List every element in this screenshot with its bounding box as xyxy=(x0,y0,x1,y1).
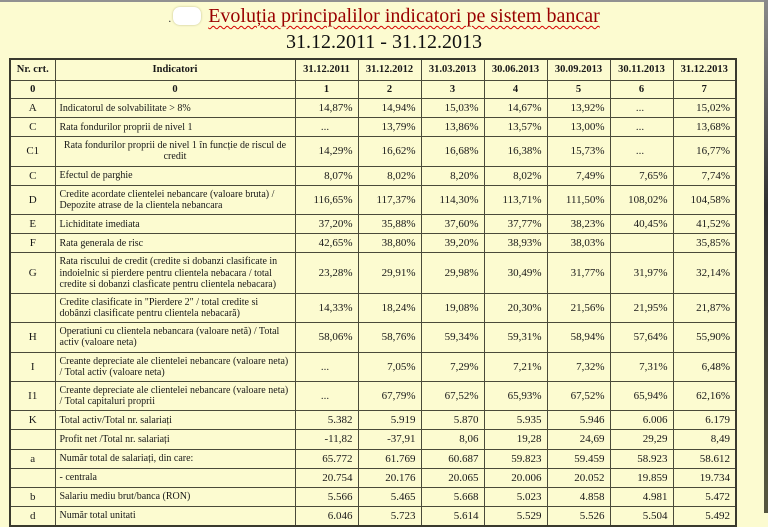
column-index: 4 xyxy=(484,80,547,99)
value-cell: 67,79% xyxy=(358,382,421,411)
document-header xyxy=(0,0,768,54)
column-header: 30.06.2013 xyxy=(484,59,547,80)
table-row xyxy=(10,118,736,137)
value-cell: 61.769 xyxy=(358,449,421,468)
column-header: Indicatori xyxy=(55,59,295,80)
value-cell: 35,85% xyxy=(673,234,736,253)
row-code-cell xyxy=(10,430,55,449)
row-code-cell: C xyxy=(10,166,55,185)
column-index-row xyxy=(10,80,736,99)
value-cell: 16,38% xyxy=(484,137,547,166)
value-cell: 35,88% xyxy=(358,215,421,234)
table-row xyxy=(10,234,736,253)
value-cell: 21,95% xyxy=(610,293,673,322)
row-code-cell: G xyxy=(10,253,55,294)
value-cell xyxy=(610,234,673,253)
value-cell: 8,49 xyxy=(673,430,736,449)
value-cell: 5.504 xyxy=(610,506,673,526)
value-cell: 20.065 xyxy=(421,468,484,487)
value-cell: 21,87% xyxy=(673,293,736,322)
value-cell: 14,33% xyxy=(295,293,358,322)
indicator-cell: Rata generala de risc xyxy=(55,234,295,253)
value-cell: 55,90% xyxy=(673,323,736,352)
value-cell: 7,65% xyxy=(610,166,673,185)
column-header: 30.09.2013 xyxy=(547,59,610,80)
column-header: 31.12.2013 xyxy=(673,59,736,80)
value-cell: 38,03% xyxy=(547,234,610,253)
page-title-line xyxy=(0,5,768,30)
column-index: 2 xyxy=(358,80,421,99)
value-cell: 5.382 xyxy=(295,411,358,430)
value-cell: 5.723 xyxy=(358,506,421,526)
value-cell: 58.923 xyxy=(610,449,673,468)
value-cell: 5.668 xyxy=(421,487,484,506)
value-cell: 5.919 xyxy=(358,411,421,430)
indicator-cell: Credite acordate clientelei nebancare (valoare bruta) / Depozite atrase de la clientela nebancara xyxy=(55,185,295,214)
table-row xyxy=(10,99,736,118)
value-cell: 13,00% xyxy=(547,118,610,137)
row-code-cell: C xyxy=(10,118,55,137)
value-cell: ... xyxy=(295,352,358,381)
value-cell: 117,37% xyxy=(358,185,421,214)
value-cell: 31,97% xyxy=(610,253,673,294)
value-cell: 18,24% xyxy=(358,293,421,322)
value-cell: 20.754 xyxy=(295,468,358,487)
indicator-cell: Salariu mediu brut/banca (RON) xyxy=(55,487,295,506)
window-right-edge xyxy=(764,0,768,513)
value-cell: 7,31% xyxy=(610,352,673,381)
value-cell: 20.006 xyxy=(484,468,547,487)
value-cell: 41,52% xyxy=(673,215,736,234)
column-index: 5 xyxy=(547,80,610,99)
value-cell: 7,21% xyxy=(484,352,547,381)
row-code-cell: F xyxy=(10,234,55,253)
header-row xyxy=(10,59,736,80)
value-cell: 6.179 xyxy=(673,411,736,430)
table-row xyxy=(10,137,736,166)
column-index: 3 xyxy=(421,80,484,99)
value-cell: 19.859 xyxy=(610,468,673,487)
value-cell: 116,65% xyxy=(295,185,358,214)
value-cell: 29,91% xyxy=(358,253,421,294)
value-cell: 5.526 xyxy=(547,506,610,526)
indicator-cell: Operatiuni cu clientela nebancara (valoare netă) / Total activ (valoare neta) xyxy=(55,323,295,352)
table-row xyxy=(10,185,736,214)
row-code-cell: H xyxy=(10,323,55,352)
column-index: 0 xyxy=(55,80,295,99)
page-subtitle: 31.12.2011 - 31.12.2013 xyxy=(286,31,482,53)
column-index: 1 xyxy=(295,80,358,99)
row-code-cell: a xyxy=(10,449,55,468)
value-cell: 59,34% xyxy=(421,323,484,352)
indicator-cell: Credite clasificate in "Pierdere 2" / total credite si dobânzi clasificate pentru clientela nebacară) xyxy=(55,293,295,322)
indicator-cell: Creante depreciate ale clientelei nebancare (valoare neta) / Total activ (valoare neta) xyxy=(55,352,295,381)
row-code-cell: A xyxy=(10,99,55,118)
table-row xyxy=(10,430,736,449)
value-cell: 67,52% xyxy=(547,382,610,411)
value-cell: 20,30% xyxy=(484,293,547,322)
value-cell: 8,07% xyxy=(295,166,358,185)
value-cell: 111,50% xyxy=(547,185,610,214)
value-cell: 37,77% xyxy=(484,215,547,234)
value-cell: 58,76% xyxy=(358,323,421,352)
column-header: 31.12.2011 xyxy=(295,59,358,80)
indicator-cell: Indicatorul de solvabilitate > 8% xyxy=(55,99,295,118)
value-cell: 13,68% xyxy=(673,118,736,137)
value-cell: 19.734 xyxy=(673,468,736,487)
value-cell: 6.006 xyxy=(610,411,673,430)
column-header: 31.12.2012 xyxy=(358,59,421,80)
value-cell: 19,08% xyxy=(421,293,484,322)
value-cell: 7,74% xyxy=(673,166,736,185)
table-row xyxy=(10,253,736,294)
indicator-cell: Creante depreciate ale clientelei nebancare (valoare neta) / Total capitaluri proprii xyxy=(55,382,295,411)
value-cell: 58.612 xyxy=(673,449,736,468)
value-cell: 20.176 xyxy=(358,468,421,487)
value-cell: 16,68% xyxy=(421,137,484,166)
value-cell: 65,93% xyxy=(484,382,547,411)
value-cell: 62,16% xyxy=(673,382,736,411)
value-cell: 114,30% xyxy=(421,185,484,214)
table-body xyxy=(10,99,736,526)
value-cell: ... xyxy=(295,118,358,137)
value-cell: 5.472 xyxy=(673,487,736,506)
value-cell: 6,48% xyxy=(673,352,736,381)
value-cell: 39,20% xyxy=(421,234,484,253)
value-cell: 13,92% xyxy=(547,99,610,118)
value-cell: 16,77% xyxy=(673,137,736,166)
value-cell: 15,02% xyxy=(673,99,736,118)
row-code-cell: C1 xyxy=(10,137,55,166)
column-index: 7 xyxy=(673,80,736,99)
row-code-cell: E xyxy=(10,215,55,234)
value-cell: 20.052 xyxy=(547,468,610,487)
value-cell: 59,31% xyxy=(484,323,547,352)
value-cell: 6.046 xyxy=(295,506,358,526)
value-cell: -11,82 xyxy=(295,430,358,449)
table-row xyxy=(10,487,736,506)
indicator-cell: Rata fondurilor proprii de nivel 1 în funcție de riscul de credit xyxy=(55,137,295,166)
indicator-cell: Efectul de parghie xyxy=(55,166,295,185)
value-cell: 24,69 xyxy=(547,430,610,449)
value-cell: 16,62% xyxy=(358,137,421,166)
value-cell: 113,71% xyxy=(484,185,547,214)
value-cell: 29,29 xyxy=(610,430,673,449)
table-row xyxy=(10,215,736,234)
value-cell: 38,93% xyxy=(484,234,547,253)
value-cell: ... xyxy=(610,137,673,166)
value-cell: 15,73% xyxy=(547,137,610,166)
value-cell: 23,28% xyxy=(295,253,358,294)
value-cell: ... xyxy=(610,118,673,137)
value-cell: 29,98% xyxy=(421,253,484,294)
value-cell: 15,03% xyxy=(421,99,484,118)
value-cell: 7,49% xyxy=(547,166,610,185)
value-cell: -37,91 xyxy=(358,430,421,449)
column-index: 6 xyxy=(610,80,673,99)
value-cell: 37,60% xyxy=(421,215,484,234)
value-cell: 7,05% xyxy=(358,352,421,381)
table-row xyxy=(10,506,736,526)
indicator-cell: Rata riscului de credit (credite si dobanzi clasificate in indoielnic si pierdere pentru clientela nebacara / total credite si dobanzi clasficate pentru clientela nebacara) xyxy=(55,253,295,294)
row-code-cell xyxy=(10,468,55,487)
value-cell: 5.023 xyxy=(484,487,547,506)
value-cell: 67,52% xyxy=(421,382,484,411)
value-cell: 5.946 xyxy=(547,411,610,430)
indicator-cell: Rata fondurilor proprii de nivel 1 xyxy=(55,118,295,137)
table-head xyxy=(10,59,736,99)
value-cell: 19,28 xyxy=(484,430,547,449)
value-cell: 38,23% xyxy=(547,215,610,234)
value-cell: 31,77% xyxy=(547,253,610,294)
value-cell: ... xyxy=(295,382,358,411)
column-header: Nr. crt. xyxy=(10,59,55,80)
value-cell: 65,94% xyxy=(610,382,673,411)
value-cell: 37,20% xyxy=(295,215,358,234)
value-cell: 8,06 xyxy=(421,430,484,449)
value-cell: 5.870 xyxy=(421,411,484,430)
value-cell: 5.935 xyxy=(484,411,547,430)
value-cell: 57,64% xyxy=(610,323,673,352)
value-cell: 38,80% xyxy=(358,234,421,253)
value-cell: 59.823 xyxy=(484,449,547,468)
value-cell: 8,02% xyxy=(358,166,421,185)
row-code-cell: D xyxy=(10,185,55,214)
title-logo-placeholder-icon xyxy=(173,7,201,25)
indicator-cell: Total activ/Total nr. salariați xyxy=(55,411,295,430)
value-cell: 13,57% xyxy=(484,118,547,137)
value-cell: ... xyxy=(610,99,673,118)
value-cell: 40,45% xyxy=(610,215,673,234)
window-top-edge xyxy=(0,0,768,2)
row-code-cell: K xyxy=(10,411,55,430)
value-cell: 13,79% xyxy=(358,118,421,137)
indicator-cell: - centrala xyxy=(55,468,295,487)
value-cell: 14,94% xyxy=(358,99,421,118)
value-cell: 5.566 xyxy=(295,487,358,506)
value-cell: 13,86% xyxy=(421,118,484,137)
indicator-cell: Număr total unitati xyxy=(55,506,295,526)
indicator-cell: Număr total de salariați, din care: xyxy=(55,449,295,468)
indicators-table xyxy=(9,58,737,527)
value-cell: 21,56% xyxy=(547,293,610,322)
value-cell: 14,87% xyxy=(295,99,358,118)
column-header: 30.11.2013 xyxy=(610,59,673,80)
value-cell: 5.465 xyxy=(358,487,421,506)
value-cell: 104,58% xyxy=(673,185,736,214)
value-cell: 5.492 xyxy=(673,506,736,526)
value-cell: 5.614 xyxy=(421,506,484,526)
table-row xyxy=(10,323,736,352)
value-cell: 14,29% xyxy=(295,137,358,166)
value-cell: 7,32% xyxy=(547,352,610,381)
row-code-cell xyxy=(10,293,55,322)
page-title: Evoluția principalilor indicatori pe sistem bancar xyxy=(208,5,600,27)
table-row xyxy=(10,449,736,468)
value-cell: 42,65% xyxy=(295,234,358,253)
column-header: 31.03.2013 xyxy=(421,59,484,80)
value-cell: 58,94% xyxy=(547,323,610,352)
table-row xyxy=(10,166,736,185)
value-cell: 60.687 xyxy=(421,449,484,468)
row-code-cell: I1 xyxy=(10,382,55,411)
value-cell: 8,20% xyxy=(421,166,484,185)
row-code-cell: I xyxy=(10,352,55,381)
value-cell: 7,29% xyxy=(421,352,484,381)
value-cell: 8,02% xyxy=(484,166,547,185)
title-prefix-dot: . xyxy=(168,11,172,25)
row-code-cell: b xyxy=(10,487,55,506)
table-row xyxy=(10,468,736,487)
value-cell: 14,67% xyxy=(484,99,547,118)
table-row xyxy=(10,352,736,381)
value-cell: 65.772 xyxy=(295,449,358,468)
indicator-cell: Lichiditate imediata xyxy=(55,215,295,234)
value-cell: 4.858 xyxy=(547,487,610,506)
value-cell: 58,06% xyxy=(295,323,358,352)
indicator-cell: Profit net /Total nr. salariați xyxy=(55,430,295,449)
value-cell: 59.459 xyxy=(547,449,610,468)
value-cell: 108,02% xyxy=(610,185,673,214)
table-row xyxy=(10,293,736,322)
table-row xyxy=(10,411,736,430)
value-cell: 4.981 xyxy=(610,487,673,506)
value-cell: 32,14% xyxy=(673,253,736,294)
column-index: 0 xyxy=(10,80,55,99)
value-cell: 5.529 xyxy=(484,506,547,526)
value-cell: 30,49% xyxy=(484,253,547,294)
row-code-cell: d xyxy=(10,506,55,526)
table-row xyxy=(10,382,736,411)
